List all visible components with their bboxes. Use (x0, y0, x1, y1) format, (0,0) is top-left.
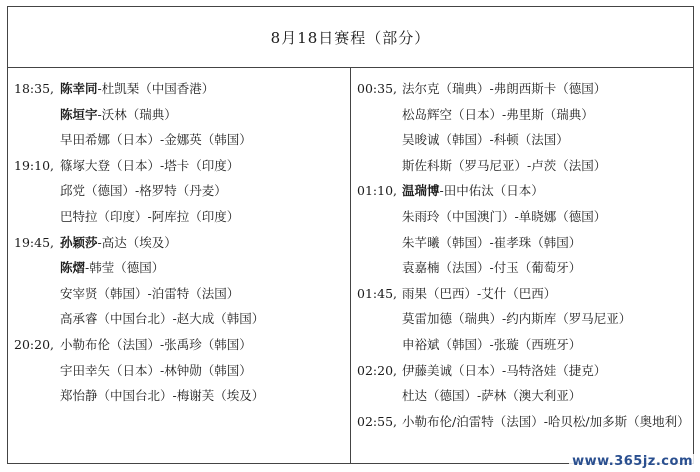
match-pairing (402, 384, 581, 408)
match-time: 01:45, (357, 285, 397, 301)
match-pairing (60, 128, 252, 152)
match-pairing (402, 307, 631, 331)
schedule-row (351, 77, 696, 101)
match-time: 19:10, (14, 157, 54, 173)
match-pairing (402, 179, 544, 203)
left-column (8, 68, 350, 463)
match-pairing (402, 256, 581, 280)
match-time: 01:10, (357, 183, 397, 199)
schedule-row (8, 282, 350, 306)
match-detail: -田中佑汰（日本） (439, 183, 544, 199)
match-pairing (402, 205, 606, 229)
match-time: 19:45, (14, 234, 54, 250)
featured-player: 温瑞博 (402, 183, 440, 199)
match-pairing (60, 333, 252, 357)
match-pairing (402, 128, 569, 152)
match-pairing (60, 179, 227, 203)
match-detail: 早田希娜（日本）-金娜英（韩国） (60, 132, 252, 148)
schedule-row (8, 154, 350, 178)
schedule-row (8, 179, 350, 203)
watermark: www.365jz.com (569, 454, 696, 469)
schedule-row (8, 103, 350, 127)
match-pairing (60, 359, 252, 383)
match-time: 02:55, (357, 413, 397, 429)
match-detail: -沃林（瑞典） (97, 106, 177, 122)
match-time: 02:20, (357, 362, 397, 378)
match-detail: 篠塚大登（日本）-塔卡（印度） (60, 157, 240, 173)
match-pairing (60, 256, 164, 280)
match-detail: 宇田幸矢（日本）-林钟勋（韩国） (60, 362, 252, 378)
right-column (350, 68, 696, 463)
match-pairing (60, 231, 177, 255)
match-pairing (60, 205, 239, 229)
match-pairing (60, 282, 239, 306)
match-detail: 郑怡静（中国台北）-梅谢芙（埃及） (60, 388, 265, 404)
match-time: 18:35, (14, 81, 54, 96)
schedule-row (8, 128, 350, 152)
match-pairing (60, 103, 177, 127)
schedule-row (351, 231, 696, 255)
match-detail: 小勒布伦/泊雷特（法国）-哈贝松/加多斯（奥地利） (402, 413, 690, 429)
match-detail: 高承睿（中国台北）-赵大成（韩国） (60, 311, 265, 327)
featured-player: 陈垣宇 (60, 106, 98, 122)
match-detail: 袁嘉楠（法国）-付玉（葡萄牙） (402, 260, 582, 276)
schedule-row (8, 307, 350, 331)
match-detail: 杜达（德国）-萨林（澳大利亚） (402, 388, 582, 404)
schedule-row (8, 77, 350, 101)
match-pairing (60, 77, 214, 101)
match-detail: 法尔克（瑞典）-弗朗西斯卡（德国） (402, 81, 607, 96)
match-pairing (402, 282, 556, 306)
match-detail: -高达（埃及） (97, 234, 177, 250)
match-detail: 巴特拉（印度）-阿库拉（印度） (60, 209, 240, 224)
match-detail: 朱雨玲（中国澳门）-单晓娜（德国） (402, 209, 607, 224)
match-pairing (402, 333, 581, 357)
schedule-row (351, 128, 696, 152)
match-pairing (402, 231, 581, 255)
schedule-row (351, 205, 696, 229)
match-detail: 吴晙诚（韩国）-科顿（法国） (402, 132, 569, 148)
schedule-row (351, 282, 696, 306)
match-pairing (402, 410, 690, 434)
schedule-row (8, 333, 350, 357)
match-detail: 伊藤美诚（日本）-马特洛娃（捷克） (402, 362, 607, 378)
match-time: 00:35, (357, 81, 397, 96)
page-title: 8月18日赛程（部分） (270, 28, 431, 47)
schedule-row (351, 154, 696, 178)
match-time: 20:20, (14, 337, 54, 352)
match-pairing (60, 384, 264, 408)
match-detail: -韩莹（德国） (85, 260, 165, 276)
match-detail: 安宰贤（韩国）-泊雷特（法国） (60, 285, 240, 301)
schedule-row (351, 333, 696, 357)
match-detail: 小勒布伦（法国）-张禹珍（韩国） (60, 337, 252, 352)
featured-player: 孙颖莎 (60, 234, 98, 250)
match-pairing (402, 103, 594, 127)
match-detail: 雨果（巴西）-艾什（巴西） (402, 285, 557, 301)
match-detail: 斯佐科斯（罗马尼亚）-卢茨（法国） (402, 157, 607, 173)
schedule-row (8, 384, 350, 408)
match-detail: 申裕斌（韩国）-张璇（西班牙） (402, 337, 582, 352)
featured-player: 陈幸同 (60, 81, 98, 96)
schedule-row (8, 205, 350, 229)
match-detail: 松岛辉空（日本）-弗里斯（瑞典） (402, 106, 594, 122)
schedule-row (351, 256, 696, 280)
match-pairing (402, 77, 606, 101)
match-detail: 邱党（德国）-格罗特（丹麦） (60, 183, 227, 199)
match-detail: 朱芊曦（韩国）-崔孝珠（韩国） (402, 234, 582, 250)
schedule-row (351, 103, 696, 127)
match-pairing (402, 154, 606, 178)
schedule-row (351, 410, 696, 434)
schedule-row (351, 384, 696, 408)
match-detail: -杜凯琹（中国香港） (97, 81, 215, 96)
match-pairing (60, 154, 239, 178)
match-pairing (60, 307, 264, 331)
schedule-row (351, 359, 696, 383)
schedule-row (8, 256, 350, 280)
schedule-row (8, 359, 350, 383)
schedule-row (8, 231, 350, 255)
title-bar (8, 7, 693, 68)
match-detail: 莫雷加德（瑞典）-约内斯库（罗马尼亚） (402, 311, 632, 327)
match-pairing (402, 359, 606, 383)
featured-player: 陈熠 (60, 260, 86, 276)
schedule-table (7, 6, 694, 464)
schedule-row (351, 179, 696, 203)
schedule-row (351, 307, 696, 331)
